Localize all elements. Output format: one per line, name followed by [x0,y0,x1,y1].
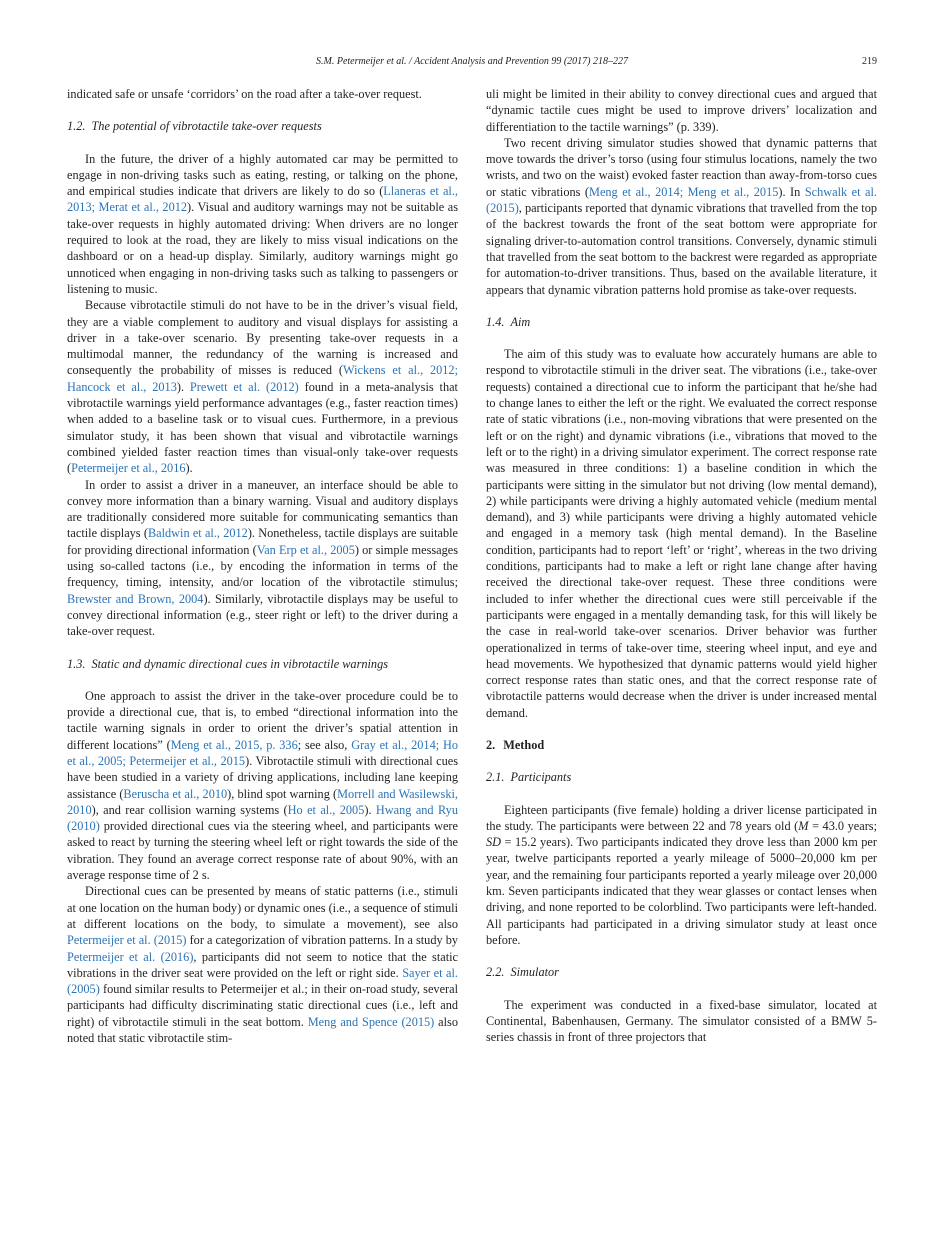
section-heading-2-1: 2.1. Participants [486,770,572,785]
paragraph: In order to assist a driver in a maneuver, an interface should be able to convey more information than a binary warning. Visual and auditory displays are traditionally considered more suitable for communicating semantics than tactile displays (Baldwin et al., 2012). Nonetheless, tactile displays are suitable for providing directional information (Van Erp et al., 2005) or simple messages using so-called tactons (i.e., by encoding the information in terms of the frequency, timing, intensity, and/or location of the vibrotactile stimulus; Brewster and Brown, 2004). Similarly, vibrotactile displays may be useful to convey directional information (e.g., steer right or left) to the driver during a take-over request. [67,477,459,639]
section-heading-1-2: 1.2. The potential of vibrotactile take-over requests [67,119,322,134]
section-heading-1-4: 1.4. Aim [486,314,531,329]
citation-link[interactable]: Baldwin et al., 2012 [147,526,248,541]
citation-link[interactable]: Gray et al., 2014; Ho et al., 2005; Petermeijer et al., 2015 [67,737,458,768]
citation-link[interactable]: Meng and Spence (2015) [307,1014,435,1029]
paragraph: indicated safe or unsafe ‘corridors’ on the road after a take-over request. [67,87,422,101]
citation-link[interactable]: Petermeijer et al. (2015) [67,933,187,948]
paragraph: Eighteen participants (five female) holding a driver license participated in the study. The participants were between 22 and 78 years old (M = 43.0 years; SD = 15.2 years). Two participants indicated they drove less than 2000 km per year, twelve participants reported a yearly mileage of 5000–20,000 km per year, and the remaining four participants reported a yearly mileage over 20,000 km. Seven participants indicated that they wear glasses or contact lenses when driving, and none reported to be colorblind. Two participants were left-handed. All participants had participated in a driving simulator study at least once before. [486,802,877,947]
running-header [67,56,877,70]
citation-link[interactable]: Van Erp et al., 2005 [256,542,355,557]
citation-link[interactable]: Sayer et al. (2005) [67,965,458,997]
citation-link[interactable]: Petermeijer et al., 2016 [71,461,186,476]
section-heading-2: 2. Method [486,737,545,752]
citation-link[interactable]: Ho et al., 2005 [287,802,365,817]
citation-link[interactable]: Morrell and Wasilewski, 2010 [67,786,458,817]
citation-link[interactable]: Wickens et al., 2012; Hancock et al., 2013 [67,363,458,394]
section-heading-1-3: 1.3. Static and dynamic directional cues in vibrotactile warnings [67,656,389,671]
citation-link[interactable]: Llaneras et al., 2013; Merat et al., 2012 [67,184,458,215]
paragraph: Directional cues can be presented by means of static patterns (i.e., stimuli at one location on the human body) or dynamic ones (i.e., a sequence of stimuli at different locations on the body, to simulate a movement), see also Petermeijer et al. (2015) for a categorization of vibration patterns. In a study by Petermeijer et al. (2016), participants did not seem to notice that the static vibrations in the driver seat were provided on the left or right side. Sayer et al. (2005) found similar results to Petermeijer et al.; in their on-road study, several participants had difficulty discriminating static directional cues (i.e., left and right) of vibrotactile stimuli in the seat bottom. Meng and Spence (2015) also noted that static vibrotactile stim- [67,884,459,1046]
citation-link[interactable]: Meng et al., 2014; Meng et al., 2015 [589,184,779,199]
citation-link[interactable]: Prewett et al. (2012) [189,379,299,394]
citation-link[interactable]: Beruscha et al., 2010 [123,786,228,801]
page-number: 219 [862,56,877,67]
left-column [67,86,458,1046]
citation-link[interactable]: Petermeijer et al. (2016) [67,949,194,964]
paragraph: uli might be limited in their ability to convey directional cues and argued that “dynamic tactile cues might be used to improve drivers’ localization and differentiation to the tactile warnings” (p. 339). [486,87,877,134]
paragraph: Because vibrotactile stimuli do not have to be in the driver’s visual field, they are a viable complement to auditory and visual displays for assisting a driver in a take-over scenario. By presenting take-over requests in a multimodal manner, the redundancy of the warning is increased and consequently the probability of misses is reduced (Wickens et al., 2012; Hancock et al., 2013). Prewett et al. (2012) found in a meta-analysis that vibrotactile warnings yield performance advantages (e.g., faster reaction times) when added to a baseline task or to visual cues. Furthermore, in a previous simulator study, it has been shown that visual and vibrotactile warnings combined yielded faster reaction times than visual-only take-over requests (Petermeijer et al., 2016). [67,298,458,476]
paragraph: In the future, the driver of a highly automated car may be permitted to engage in non-driving tasks such as eating, resting, or talking on the phone, and empirical studies indicate that drivers are likely to do so (Llaneras et al., 2013; Merat et al., 2012). Visual and auditory warnings may not be suitable as take-over requests in highly automated driving: When drivers are no longer required to look at the road, they are likely to miss visual indications on the dashboard or on a head-up display. Similarly, auditory warnings might go unnoticed when engaging in non-driving tasks such as talking to passengers or listening to music. [67,151,458,296]
running-title: S.M. Petermeijer et al. / Accident Analysis and Prevention 99 (2017) 218–227 [316,56,628,67]
paragraph: One approach to assist the driver in the take-over procedure could be to provide a directional cue, that is, to embed “directional information into the tactile warning signals in order to orient the driver’s spatial attention in different locations” (Meng et al., 2015, p. 336; see also, Gray et al., 2014; Ho et al., 2005; Petermeijer et al., 2015). Vibrotactile stimuli with directional cues have been studied in a variety of driving applications, including lane keeping assistance (Beruscha et al., 2010), blind spot warning (Morrell and Wasilewski, 2010), and rear collision warning systems (Ho et al., 2005). Hwang and Ryu (2010) provided directional cues via the steering wheel, and participants were asked to react by turning the steering wheel left or right towards the side of the vibration. They found an average correct response rate of about 90%, with an average response time of 2 s. [67,688,458,883]
right-column [486,86,877,1045]
citation-link[interactable]: Hwang and Ryu (2010) [67,802,458,834]
section-heading-2-2: 2.2. Simulator [486,965,559,980]
paragraph: The aim of this study was to evaluate how accurately humans are able to respond to vibrotactile stimuli in the driver seat. The vibrations (i.e., take-over requests) contained a directional cue to inform the participant that he/she had to change lanes to either the left or the right. We evaluated the correct response rate of static vibrations (i.e., non-moving vibrations that were presented on the left or on the right) and dynamic vibrations (i.e., vibrations that moved to the left or to the right) in a driving simulator experiment. The correct response rate was measured in three conditions: 1) a baseline condition in which the participants were sitting in the simulator but not driving (low mental demand), 2) while participants were driving a highly automated vehicle (medium mental demand), and 3) while participants were driving a highly automated vehicle and engaged in a memory task (high mental demand). In the Baseline condition, participants had to report ‘left’ or ‘right’, whereas in the two driving conditions, participants had to make a left or right lane change after having received the directional take-over request. These three conditions were included to infer whether the directional cues were still perceivable if the participants were engaged in a mentally demanding task, for this will likely be the case in real-world take-over scenarios. Driver behavior was further operationalized in terms of take-over time, steering wheel input, and eye and head movements. We hypothesized that dynamic patterns would yield higher correct response rates than static ones, and that the correct response rate of vibrotactile patterns would decrease when the driver is under increased mental demand. [486,347,877,720]
citation-link[interactable]: Schwalk et al. (2015) [486,184,878,216]
paragraph: Two recent driving simulator studies showed that dynamic patterns that move towards the driver’s torso (using four stimulus locations, namely the two wrists, and two on the waist) evoked faster reaction than away-from-torso cues or static vibrations (Meng et al., 2014; Meng et al., 2015). In Schwalk et al. (2015), participants reported that dynamic vibrations that travelled from the top of the backrest towards the front of the seat bottom were appropriate for signaling driver-to-automation control transitions. Conversely, dynamic stimuli that travelled from the seat bottom to the backrest were regarded as appropriate for automation-to-driver transitions. Thus, based on the available literature, it appears that dynamic vibration patterns hold promise as take-over requests. [486,135,878,297]
citation-link[interactable]: Brewster and Brown, 2004 [67,591,204,606]
citation-link[interactable]: Meng et al., 2015, p. 336 [170,737,298,752]
paragraph: The experiment was conducted in a fixed-base simulator, located at Continental, Babenhausen, Germany. The simulator consisted of a BMW 5-series chassis in front of three projectors that [486,997,877,1045]
